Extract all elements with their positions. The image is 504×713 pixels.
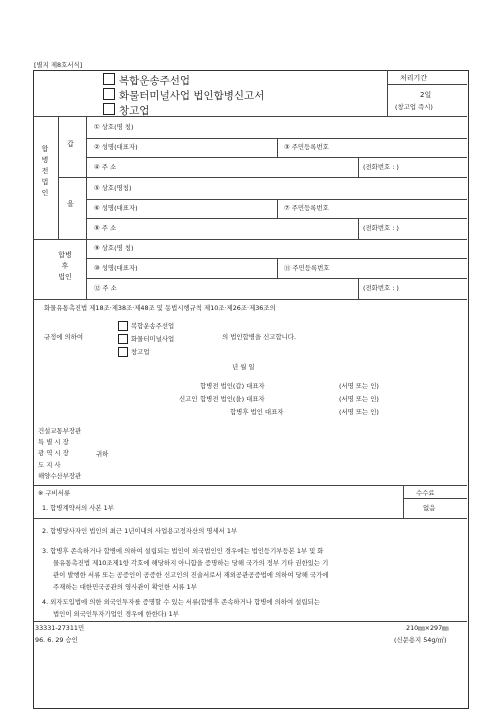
field-resident-id-c[interactable]: ⑪ 주민등록번호	[284, 264, 330, 272]
processing-label: 처리기간	[400, 74, 428, 82]
field-address-c[interactable]: ⑫ 주 소	[94, 284, 117, 292]
divider	[403, 485, 404, 518]
title-line-3: 창고업	[119, 105, 150, 117]
recipient-list: 건설교통부장관 특 별 시 장 광 역 시 장 도 지 사 해양수산부장관	[38, 427, 82, 480]
fee-label: 수수료	[416, 489, 435, 497]
divider	[277, 258, 278, 278]
processing-days: 2일	[420, 91, 432, 99]
field-phone-c[interactable]: (전화번호 : )	[363, 284, 399, 292]
divider	[58, 177, 467, 178]
document-item-3-line-4: 주재하는 대한민국공관의 영사관이 확인한 서류 1부	[53, 583, 197, 591]
party-b-label: 을	[67, 200, 74, 208]
document-item-3-line-1: 3. 합병후 존속하거나 합병에 의하여 설립되는 법인이 외국법인인 경우에는 법인등기부등본 1부 및 화	[42, 547, 324, 555]
signatory-b: 합병전 법인(을) 대표자	[200, 395, 265, 403]
declaration-prefix: 규정에 의하여	[44, 333, 84, 341]
divider	[33, 485, 467, 486]
checkbox[interactable]	[103, 88, 115, 100]
field-phone-b[interactable]: (전화번호 : )	[363, 224, 399, 232]
declaration-option-3[interactable]: 창고업	[118, 347, 150, 357]
document-item-2: 2. 합병당사자인 법인의 최근 1년이내의 사업용고정자산의 명세서 1부	[42, 527, 238, 535]
law-reference: 화물유통촉진법 제18조·제38조·제48조 및 동법시행규칙 제10조·제26조·제36조의	[44, 304, 276, 312]
honorific: 귀하	[96, 450, 109, 458]
field-address-b[interactable]: ⑧ 주 소	[94, 224, 117, 232]
title-option-3[interactable]	[103, 103, 149, 117]
divider	[33, 621, 467, 622]
divider	[86, 218, 467, 219]
sign-note-c[interactable]: (서명 또는 인)	[339, 408, 379, 416]
checkbox[interactable]	[118, 347, 128, 357]
fee-value: 없음	[423, 504, 436, 512]
sign-note-a[interactable]: (서명 또는 인)	[339, 382, 379, 390]
sign-note-b[interactable]: (서명 또는 인)	[339, 395, 379, 403]
divider	[403, 498, 467, 499]
checkbox[interactable]	[118, 321, 128, 331]
field-resident-id-b[interactable]: ⑦ 주민등록번호	[284, 204, 329, 212]
signatory-c: 합병후 법인 대표자	[230, 408, 284, 416]
field-address-a[interactable]: ④ 주 소	[94, 163, 117, 171]
document-item-4-line-2: 법인이 외국인투자기업인 경우에 한한다) 1부	[53, 610, 179, 618]
title-option-2[interactable]	[103, 88, 264, 102]
divider	[388, 84, 467, 85]
applicant-label: 신고인	[179, 395, 198, 403]
divider	[277, 199, 278, 218]
declaration-option-2[interactable]: 화물터미널사업	[118, 334, 174, 344]
field-company-name-a[interactable]: ① 상호(명 칭)	[94, 123, 134, 131]
declaration-option-1[interactable]: 복합운송주선업	[118, 321, 174, 331]
divider	[86, 278, 467, 279]
documents-header: ※ 구비서류	[38, 489, 71, 497]
footer-paper: (신문용지 54g/㎡)	[394, 636, 447, 644]
divider	[358, 157, 359, 177]
document-item-3-line-2: 물유통촉진법 제10조제1항 각호에 해당하지 아니함을 증명하는 당해 국가의 정부 기타 권한있는 기	[53, 559, 329, 567]
pre-merger-label: 합 병 전 법 인	[41, 145, 49, 197]
post-merger-label: 합병 후 법인	[58, 251, 72, 281]
divider	[33, 299, 467, 300]
field-company-name-b[interactable]: ⑤ 상호(명칭)	[94, 184, 132, 192]
field-representative-b[interactable]: ⑥ 성명(대표자)	[94, 204, 138, 212]
divider	[33, 116, 467, 117]
document-item-4-line-1: 4. 외자도입법에 의한 외국인투자를 증명할 수 있는 서류(합병후 존속하거나 합병에 의하여 설립되는	[42, 598, 320, 606]
processing-note: (창고업 즉시)	[395, 103, 433, 111]
field-representative-a[interactable]: ② 성명(대표자)	[94, 143, 138, 151]
checkbox[interactable]	[103, 103, 115, 115]
document-item-1: 1. 합병계약서의 사본 1부	[42, 504, 114, 512]
declaration-suffix: 의 법인합병을 신고합니다.	[222, 333, 297, 341]
divider	[358, 278, 359, 299]
document-item-3-line-3: 관이 발행한 서류 또는 공증인이 공증한 신고인의 진술서로서 재외공관공증법에 의하여 당해 국가에	[53, 571, 329, 579]
checkbox[interactable]	[103, 73, 115, 85]
divider	[358, 218, 359, 239]
form-number: [별지 제8호서식]	[34, 61, 83, 69]
divider	[86, 157, 467, 158]
title-line-1: 복합운송주선업	[119, 75, 191, 87]
divider	[387, 70, 388, 116]
title-option-1[interactable]	[103, 73, 190, 87]
checkbox[interactable]	[118, 334, 128, 344]
field-representative-c[interactable]: ⑩ 성명(대표자)	[94, 264, 138, 272]
divider	[33, 239, 467, 240]
divider	[277, 138, 278, 157]
field-resident-id-a[interactable]: ③ 주민등록번호	[284, 143, 329, 151]
divider	[33, 518, 467, 519]
field-phone-a[interactable]: (전화번호 : )	[363, 163, 399, 171]
footer-approval: 96. 6. 29 승인	[35, 636, 78, 644]
title-line-2: 화물터미널사업 법인합병신고서	[119, 90, 265, 102]
divider	[86, 116, 87, 299]
footer-code: 33331-27311민	[35, 624, 85, 632]
party-a-label: 갑	[67, 140, 74, 148]
declaration-date[interactable]: 년 월 일	[232, 363, 255, 371]
signatory-a: 합병전 법인(갑) 대표자	[200, 382, 265, 390]
field-company-name-c[interactable]: ⑨ 상호(명 칭)	[94, 244, 134, 252]
footer-size: 210㎜×297㎜	[406, 624, 449, 632]
